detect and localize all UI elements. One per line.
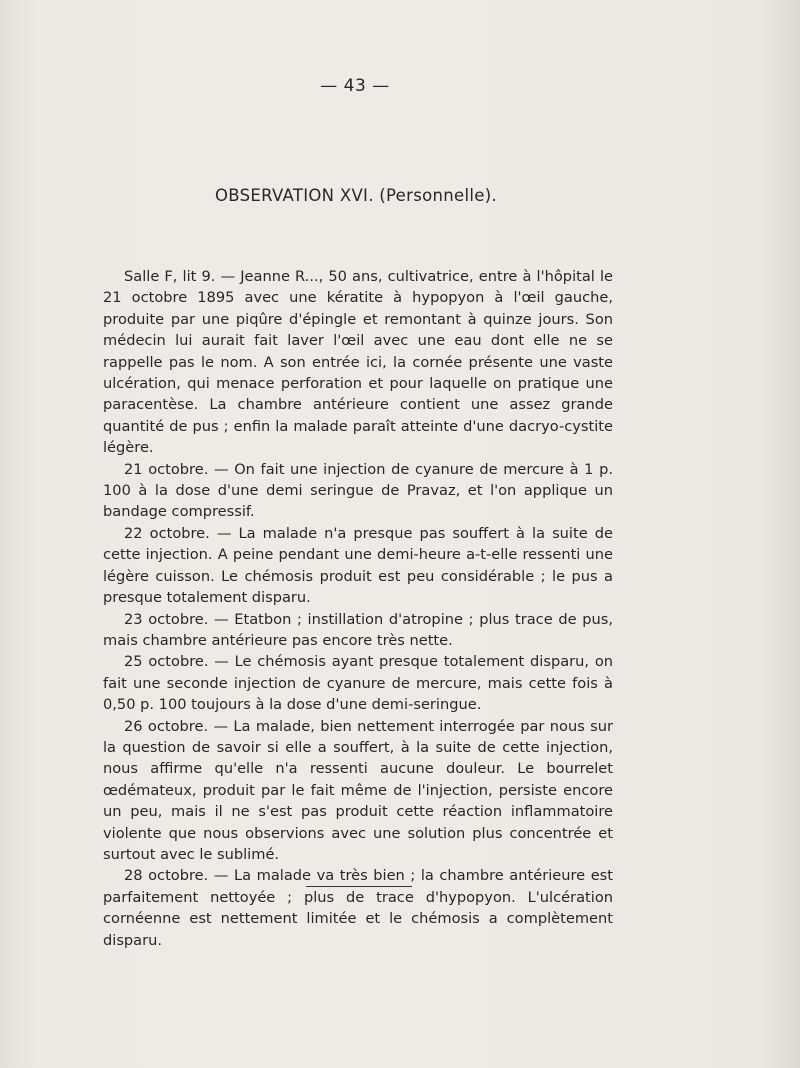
observation-heading: OBSERVATION XVI. (Personnelle). — [215, 186, 497, 205]
paragraph-28-octobre: 28 octobre. — La malade va très bien ; la chambre antérieure est parfaitement nettoyée ; plus de trace d'hypopyon. L'ulcération cornéenne est nettement limitée et le chémosis a complètement disparu. — [103, 867, 613, 949]
paragraph-25-octobre: 25 octobre. — Le chémosis ayant presque totalement disparu, on fait une seconde injection de cyanure de mercure, mais cette fois à 0,50 p. 100 toujours à la dose d'une demi-seringue. — [103, 653, 613, 714]
paragraph-21-octobre: 21 octobre. — On fait une injection de cyanure de mercure à 1 p. 100 à la dose d'une demi seringue de Pravaz, et l'on applique un bandage compressif. — [103, 460, 613, 521]
paragraph-23-octobre: 23 octobre. — Etatbon ; instillation d'atropine ; plus trace de pus, mais chambre antérieure pas encore très nette. — [103, 610, 613, 649]
paragraph-26-octobre: 26 octobre. — La malade, bien nettement interrogée par nous sur la question de savoir si elle a souffert, à la suite de cette injection, nous affirme qu'elle n'a ressenti aucune douleur. Le bourrelet œdémateux, produit par le fait même de l'injection, persiste encore un peu, mais il ne s'est pas produit cette réaction inflammatoire violente que nous observions avec une solution plus concentrée et surtout avec le sublimé. — [103, 717, 613, 863]
closing-rule — [306, 886, 412, 887]
page-number: — 43 — — [320, 76, 390, 96]
paragraph-intro: Salle F, lit 9. — Jeanne R..., 50 ans, cultivatrice, entre à l'hôpital le 21 octobre 1895 avec une kératite à hypopyon à l'œil gauche, produite par une piqûre d'épingle et remontant à quinze jours. Son médecin lui aurait fait laver l'œil avec une eau dont elle ne se rappelle pas le nom. A son entrée ici, la cornée présente une vaste ulcération, qui menace perforation et pour laquelle on pratique une paracentèse. La chambre antérieure contient une assez grande quantité de pus ; enfin la malade paraît atteinte d'une dacryo-cystite légère. — [103, 268, 613, 457]
body-text — [103, 266, 613, 951]
paragraph-22-octobre: 22 octobre. — La malade n'a presque pas souffert à la suite de cette injection. A peine pendant une demi-heure a-t-elle ressenti une légère cuisson. Le chémosis produit est peu considérable ; le pus a presque totalement disparu. — [103, 524, 613, 607]
